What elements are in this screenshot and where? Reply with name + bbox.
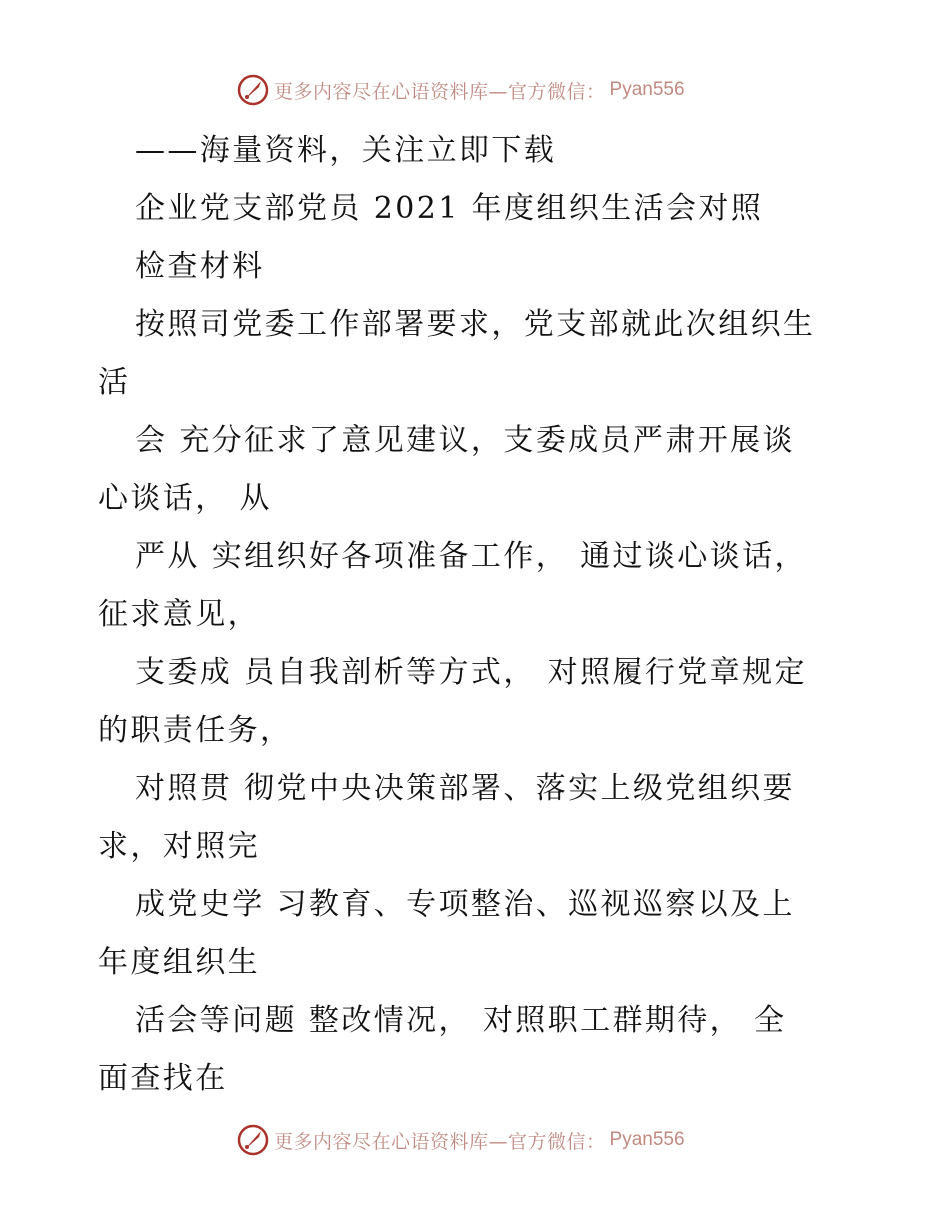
paragraph-line: 面查找在 bbox=[98, 1061, 228, 1096]
paragraph-line: 求，对照完 bbox=[98, 829, 260, 864]
paragraph-line: 的职责任务， bbox=[98, 713, 293, 748]
paragraph-line: 支委成 员自我剖析等方式， 对照履行党章规定 bbox=[135, 655, 807, 690]
promo-line: ——海量资料，关注立即下载 bbox=[135, 133, 557, 168]
document-body bbox=[98, 122, 858, 1108]
quill-logo-icon bbox=[236, 73, 270, 107]
paragraph-line: 活 bbox=[98, 365, 131, 400]
footer-banner bbox=[236, 1122, 685, 1158]
document-title-line-2: 检查材料 bbox=[135, 249, 265, 284]
footer-banner-wechat-id: Pyan556 bbox=[609, 1129, 685, 1150]
header-banner bbox=[236, 72, 685, 108]
paragraph-line: 对照贯 彻党中央决策部署、落实上级党组织要 bbox=[135, 771, 795, 806]
paragraph-line: 成党史学 习教育、专项整治、巡视巡察以及上 bbox=[135, 887, 795, 922]
paragraph-line: 年度组织生 bbox=[98, 945, 260, 980]
quill-logo-icon bbox=[236, 1123, 270, 1157]
paragraph-line: 严从 实组织好各项准备工作， 通过谈心谈话， bbox=[135, 539, 807, 574]
paragraph-line: 会 充分征求了意见建议，支委成员严肃开展谈 bbox=[135, 423, 795, 458]
paragraph-line: 征求意见， bbox=[98, 597, 260, 632]
header-banner-text: 更多内容尽在心语资料库—官方微信： bbox=[274, 80, 606, 103]
paragraph-line: 按照司党委工作部署要求，党支部就此次组织生 bbox=[135, 307, 816, 342]
footer-banner-text: 更多内容尽在心语资料库—官方微信： bbox=[274, 1130, 606, 1153]
header-banner-wechat-id: Pyan556 bbox=[609, 79, 685, 100]
document-title-line-1: 企业党支部党员 2021 年度组织生活会对照 bbox=[135, 191, 764, 226]
paragraph-line: 活会等问题 整改情况， 对照职工群期待， 全 bbox=[135, 1003, 787, 1038]
paragraph-line: 心谈话， 从 bbox=[98, 481, 272, 516]
